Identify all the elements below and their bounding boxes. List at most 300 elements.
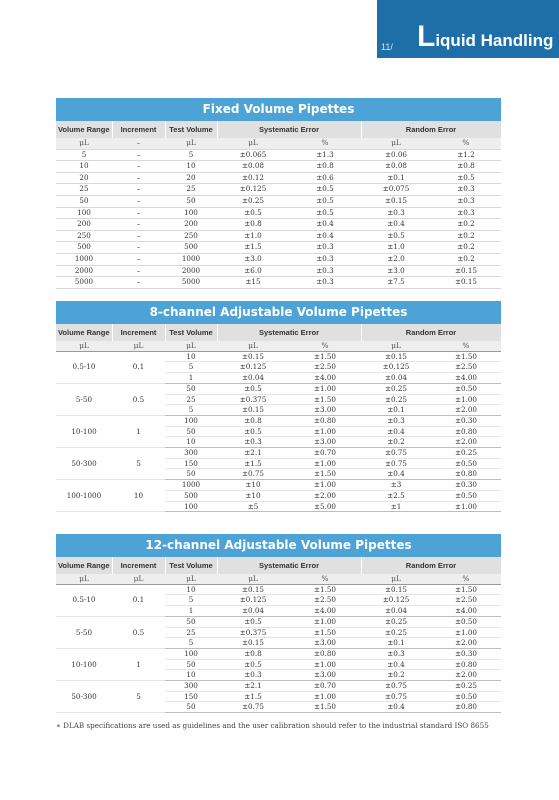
table-cell: 2000 (165, 265, 217, 277)
table-cell: ±1.00 (289, 659, 361, 670)
table-cell: ±0.12 (217, 172, 289, 184)
table-cell: ±0.5 (289, 184, 361, 196)
unit-cell: μL (56, 574, 112, 584)
units-row (56, 341, 501, 351)
unit-cell: μL (165, 341, 217, 351)
eight-channel-table (56, 324, 502, 512)
table-row (56, 415, 501, 426)
table-cell: ±0.25 (431, 681, 501, 692)
table-cell: 200 (56, 219, 112, 231)
table-cell: ±0.50 (431, 616, 501, 627)
table-cell: ±0.04 (361, 373, 431, 384)
table-cell: ±1.00 (289, 383, 361, 394)
unit-cell: μL (112, 574, 165, 584)
table-cell: ±0.3 (289, 265, 361, 277)
table-row (56, 265, 501, 277)
table-cell: ±0.3 (361, 207, 431, 219)
table-cell: 5 (165, 638, 217, 649)
table-cell: ±1.50 (289, 351, 361, 362)
table-cell: ±1.5 (217, 458, 289, 469)
table-cell: 150 (165, 458, 217, 469)
table-cell: ±0.4 (289, 219, 361, 231)
unit-cell: % (289, 138, 361, 149)
table-cell: ±0.3 (289, 253, 361, 265)
volume-range-cell: 10-100 (56, 415, 112, 447)
table-cell: ±0.2 (431, 253, 501, 265)
table-cell: ±4.00 (431, 606, 501, 617)
col-header: Volume Range (56, 324, 112, 341)
table-cell: ±0.4 (361, 702, 431, 713)
table-cell: ±4.00 (289, 373, 361, 384)
table-cell: ±1.00 (289, 426, 361, 437)
table-row (56, 383, 501, 394)
twelve-channel-table-block (56, 534, 501, 713)
table-cell: ±0.15 (217, 584, 289, 595)
table-cell: ±0.4 (361, 469, 431, 480)
table-cell: 300 (165, 681, 217, 692)
table-cell: ±0.3 (361, 415, 431, 426)
table-cell: ±0.2 (361, 437, 431, 448)
table-cell: ±1.00 (289, 480, 361, 491)
table-row (56, 253, 501, 265)
table-cell: – (112, 219, 165, 231)
table-row (56, 277, 501, 289)
table-title: 8-channel Adjustable Volume Pipettes (56, 301, 501, 324)
table-cell: ±0.08 (361, 161, 431, 173)
table-cell: ±0.50 (431, 458, 501, 469)
table-cell: ±0.3 (289, 277, 361, 289)
col-header: Random Error (361, 324, 501, 341)
table-cell: ±0.2 (361, 670, 431, 681)
table-cell: ±0.25 (361, 394, 431, 405)
table-cell: ±0.70 (289, 681, 361, 692)
table-cell: 50 (56, 195, 112, 207)
table-cell: 100 (165, 207, 217, 219)
table-cell: ±0.8 (289, 161, 361, 173)
table-cell: 10 (165, 437, 217, 448)
table-cell: ±0.2 (431, 230, 501, 242)
table-cell: ±0.8 (217, 415, 289, 426)
table-cell: ±0.80 (431, 702, 501, 713)
table-cell: 50 (165, 383, 217, 394)
table-cell: ±0.1 (361, 638, 431, 649)
table-cell: ±3 (361, 480, 431, 491)
table-cell: ±2.00 (431, 405, 501, 416)
table-cell: ±3.0 (217, 253, 289, 265)
table-cell: – (112, 265, 165, 277)
unit-cell: μL (56, 341, 112, 351)
increment-cell: 5 (112, 448, 165, 480)
table-cell: ±0.075 (361, 184, 431, 196)
table-cell: ±0.50 (431, 691, 501, 702)
table-cell: ±1.50 (289, 702, 361, 713)
table-cell: ±0.15 (217, 405, 289, 416)
table-cell: ±1.50 (289, 584, 361, 595)
table-cell: ±0.4 (361, 659, 431, 670)
table-row (56, 195, 501, 207)
table-cell: ±0.04 (217, 373, 289, 384)
table-cell: 10 (165, 161, 217, 173)
table-cell: 500 (56, 242, 112, 254)
table-cell: ±1 (361, 501, 431, 512)
table-cell: ±1.00 (431, 394, 501, 405)
table-row (56, 448, 501, 459)
page-number: 11/ (381, 42, 393, 52)
table-cell: 1000 (56, 253, 112, 265)
col-header: Volume Range (56, 557, 112, 574)
col-header: Systematic Error (217, 121, 361, 138)
table-header-row (56, 324, 501, 341)
table-cell: ±10 (217, 480, 289, 491)
table-cell: – (112, 195, 165, 207)
table-cell: ±0.4 (361, 219, 431, 231)
table-cell: ±0.25 (431, 448, 501, 459)
table-cell: ±1.5 (217, 691, 289, 702)
unit-cell: μL (56, 138, 112, 149)
unit-cell: μL (165, 138, 217, 149)
table-cell: 5 (165, 405, 217, 416)
table-cell: ±0.2 (431, 219, 501, 231)
table-cell: ±0.5 (217, 616, 289, 627)
table-cell: ±0.75 (217, 702, 289, 713)
table-cell: ±1.5 (217, 242, 289, 254)
table-cell: ±2.50 (289, 595, 361, 606)
volume-range-cell: 10-100 (56, 648, 112, 680)
table-cell: 1000 (165, 253, 217, 265)
table-cell: ±0.25 (361, 627, 431, 638)
table-cell: ±2.50 (431, 595, 501, 606)
table-cell: 50 (165, 469, 217, 480)
table-row (56, 172, 501, 184)
table-cell: ±2.1 (217, 681, 289, 692)
volume-range-cell: 50-300 (56, 448, 112, 480)
table-row (56, 584, 501, 595)
table-cell: ±1.0 (217, 230, 289, 242)
table-cell: ±0.3 (217, 670, 289, 681)
table-cell: ±1.50 (289, 394, 361, 405)
table-row (56, 480, 501, 491)
table-cell: ±0.04 (217, 606, 289, 617)
table-cell: ±0.25 (361, 383, 431, 394)
table-cell: 300 (165, 448, 217, 459)
table-cell: 50 (165, 616, 217, 627)
table-cell: ±0.8 (217, 648, 289, 659)
table-cell: ±1.00 (289, 458, 361, 469)
table-row (56, 149, 501, 161)
table-cell: ±0.4 (361, 426, 431, 437)
col-header: Systematic Error (217, 557, 361, 574)
table-cell: ±0.80 (289, 415, 361, 426)
table-cell: ±7.5 (361, 277, 431, 289)
table-header-row (56, 557, 501, 574)
table-cell: ±0.80 (431, 426, 501, 437)
table-cell: ±0.80 (289, 648, 361, 659)
table-cell: ±0.30 (431, 648, 501, 659)
increment-cell: 1 (112, 648, 165, 680)
table-cell: ±15 (217, 277, 289, 289)
table-cell: ±0.5 (217, 207, 289, 219)
table-cell: ±1.0 (361, 242, 431, 254)
table-cell: ±0.50 (431, 383, 501, 394)
table-cell: 1 (165, 373, 217, 384)
col-header: Systematic Error (217, 324, 361, 341)
table-cell: ±0.125 (217, 595, 289, 606)
col-header: Random Error (361, 557, 501, 574)
table-cell: 2000 (56, 265, 112, 277)
table-cell: – (112, 161, 165, 173)
table-cell: 10 (56, 161, 112, 173)
col-header: Test Volume (165, 557, 217, 574)
table-cell: ±0.25 (217, 195, 289, 207)
unit-cell: μL (361, 138, 431, 149)
table-cell: 250 (56, 230, 112, 242)
table-cell: ±1.50 (289, 469, 361, 480)
table-cell: ±0.125 (361, 595, 431, 606)
table-cell: ±6.0 (217, 265, 289, 277)
table-cell: 25 (165, 184, 217, 196)
table-cell: – (112, 230, 165, 242)
col-header: Increment (112, 557, 165, 574)
table-cell: ±0.15 (361, 195, 431, 207)
table-cell: ±0.125 (217, 184, 289, 196)
table-cell: ±0.3 (361, 648, 431, 659)
volume-range-cell: 100-1000 (56, 480, 112, 512)
table-cell: ±1.3 (289, 149, 361, 161)
units-row (56, 138, 501, 149)
table-cell: 5 (165, 595, 217, 606)
increment-cell: 0.1 (112, 351, 165, 383)
table-title: Fixed Volume Pipettes (56, 98, 501, 121)
increment-cell: 0.1 (112, 584, 165, 616)
table-cell: ±0.4 (289, 230, 361, 242)
unit-cell: – (112, 138, 165, 149)
table-cell: – (112, 277, 165, 289)
table-title: 12-channel Adjustable Volume Pipettes (56, 534, 501, 557)
col-header: Increment (112, 324, 165, 341)
table-cell: 25 (56, 184, 112, 196)
table-cell: 200 (165, 219, 217, 231)
col-header: Increment (112, 121, 165, 138)
increment-cell: 10 (112, 480, 165, 512)
table-cell: ±0.8 (431, 161, 501, 173)
table-cell: – (112, 149, 165, 161)
table-cell: – (112, 207, 165, 219)
twelve-channel-table (56, 557, 502, 713)
volume-range-cell: 0.5-10 (56, 351, 112, 383)
table-header-row (56, 121, 501, 138)
table-cell: ±0.75 (361, 458, 431, 469)
table-cell: ±0.25 (361, 616, 431, 627)
unit-cell: % (431, 574, 501, 584)
table-cell: ±0.8 (217, 219, 289, 231)
table-cell: ±2.50 (289, 362, 361, 373)
volume-range-cell: 0.5-10 (56, 584, 112, 616)
table-cell: ±0.15 (217, 351, 289, 362)
table-cell: ±4.00 (289, 606, 361, 617)
table-cell: – (112, 242, 165, 254)
table-cell: ±0.1 (361, 172, 431, 184)
section-title (417, 22, 553, 52)
table-cell: ±1.50 (431, 584, 501, 595)
table-cell: ±0.3 (431, 184, 501, 196)
table-cell: ±0.3 (289, 242, 361, 254)
table-cell: ±0.15 (361, 351, 431, 362)
table-cell: ±1.00 (431, 627, 501, 638)
table-cell: 50 (165, 659, 217, 670)
table-cell: 20 (165, 172, 217, 184)
table-cell: ±0.70 (289, 448, 361, 459)
section-title-rest: iquid Handling (435, 31, 554, 50)
table-cell: ±2.00 (431, 670, 501, 681)
table-cell: ±2.00 (431, 638, 501, 649)
volume-range-cell: 5-50 (56, 616, 112, 648)
table-cell: ±0.15 (431, 265, 501, 277)
table-cell: 100 (165, 648, 217, 659)
unit-cell: μL (361, 574, 431, 584)
table-row (56, 351, 501, 362)
table-cell: 10 (165, 351, 217, 362)
unit-cell: % (289, 341, 361, 351)
increment-cell: 1 (112, 415, 165, 447)
table-cell: ±4.00 (431, 373, 501, 384)
table-cell: ±5.00 (289, 501, 361, 512)
table-cell: ±2.50 (431, 362, 501, 373)
table-row (56, 648, 501, 659)
table-cell: ±0.80 (431, 469, 501, 480)
table-row (56, 242, 501, 254)
table-cell: ±3.00 (289, 405, 361, 416)
table-cell: ±0.065 (217, 149, 289, 161)
table-cell: ±5 (217, 501, 289, 512)
table-cell: ±0.5 (289, 207, 361, 219)
unit-cell: % (431, 341, 501, 351)
section-title-initial: L (417, 20, 436, 53)
increment-cell: 5 (112, 681, 165, 713)
table-cell: 50 (165, 702, 217, 713)
table-cell: 1000 (165, 480, 217, 491)
table-cell: – (112, 184, 165, 196)
table-cell: 5 (165, 149, 217, 161)
table-cell: ±0.15 (431, 277, 501, 289)
increment-cell: 0.5 (112, 383, 165, 415)
table-cell: ±0.6 (289, 172, 361, 184)
table-cell: 5000 (165, 277, 217, 289)
table-cell: ±1.50 (289, 627, 361, 638)
table-cell: ±0.75 (361, 691, 431, 702)
table-cell: ±0.1 (361, 405, 431, 416)
table-cell: 10 (165, 670, 217, 681)
col-header: Volume Range (56, 121, 112, 138)
table-cell: ±0.5 (361, 230, 431, 242)
table-cell: 50 (165, 195, 217, 207)
table-cell: ±0.3 (431, 207, 501, 219)
unit-cell: μL (112, 341, 165, 351)
table-cell: 500 (165, 490, 217, 501)
table-cell: 25 (165, 627, 217, 638)
table-cell: ±0.06 (361, 149, 431, 161)
table-cell: ±1.00 (289, 616, 361, 627)
table-cell: ±1.00 (289, 691, 361, 702)
table-cell: ±1.00 (431, 501, 501, 512)
table-row (56, 161, 501, 173)
unit-cell: μL (217, 341, 289, 351)
table-cell: ±0.30 (431, 480, 501, 491)
table-cell: ±0.5 (431, 172, 501, 184)
volume-range-cell: 5-50 (56, 383, 112, 415)
footnote: ∗ DLAB specifications are used as guidelines and the user calibration should refer to the industrial standard ISO 8655 (56, 721, 489, 730)
table-cell: ±3.00 (289, 638, 361, 649)
table-row (56, 681, 501, 692)
table-cell: ±0.75 (217, 469, 289, 480)
table-row (56, 219, 501, 231)
table-row (56, 616, 501, 627)
table-row (56, 184, 501, 196)
table-cell: ±0.04 (361, 606, 431, 617)
table-cell: 1 (165, 606, 217, 617)
unit-cell: % (431, 138, 501, 149)
table-cell: – (112, 172, 165, 184)
table-row (56, 230, 501, 242)
unit-cell: μL (217, 138, 289, 149)
table-cell: 100 (165, 501, 217, 512)
table-cell: ±0.375 (217, 627, 289, 638)
table-cell: ±0.30 (431, 415, 501, 426)
table-cell: 20 (56, 172, 112, 184)
table-cell: ±0.375 (217, 394, 289, 405)
table-cell: – (112, 253, 165, 265)
col-header: Test Volume (165, 324, 217, 341)
table-cell: ±2.00 (289, 490, 361, 501)
table-cell: ±0.08 (217, 161, 289, 173)
table-cell: ±1.2 (431, 149, 501, 161)
table-cell: ±10 (217, 490, 289, 501)
table-cell: 100 (56, 207, 112, 219)
table-cell: ±0.3 (217, 437, 289, 448)
table-cell: ±3.0 (361, 265, 431, 277)
table-cell: ±0.5 (217, 659, 289, 670)
table-cell: 5000 (56, 277, 112, 289)
unit-cell: μL (165, 574, 217, 584)
table-cell: ±0.125 (361, 362, 431, 373)
table-cell: ±2.1 (217, 448, 289, 459)
table-cell: ±0.3 (431, 195, 501, 207)
fixed-volume-table-block (56, 98, 501, 289)
table-row (56, 207, 501, 219)
fixed-volume-table (56, 121, 502, 289)
units-row (56, 574, 501, 584)
table-cell: ±0.75 (361, 448, 431, 459)
table-cell: ±2.0 (361, 253, 431, 265)
volume-range-cell: 50-300 (56, 681, 112, 713)
table-cell: ±0.2 (431, 242, 501, 254)
table-cell: ±2.00 (431, 437, 501, 448)
eight-channel-table-block (56, 301, 501, 512)
table-cell: ±0.75 (361, 681, 431, 692)
table-cell: ±0.15 (361, 584, 431, 595)
table-cell: ±3.00 (289, 670, 361, 681)
table-cell: 150 (165, 691, 217, 702)
table-cell: 50 (165, 426, 217, 437)
table-cell: ±0.5 (217, 383, 289, 394)
table-cell: ±0.50 (431, 490, 501, 501)
table-cell: 100 (165, 415, 217, 426)
col-header: Random Error (361, 121, 501, 138)
increment-cell: 0.5 (112, 616, 165, 648)
table-cell: 5 (56, 149, 112, 161)
table-cell: ±0.5 (289, 195, 361, 207)
table-cell: ±1.50 (431, 351, 501, 362)
unit-cell: μL (361, 341, 431, 351)
